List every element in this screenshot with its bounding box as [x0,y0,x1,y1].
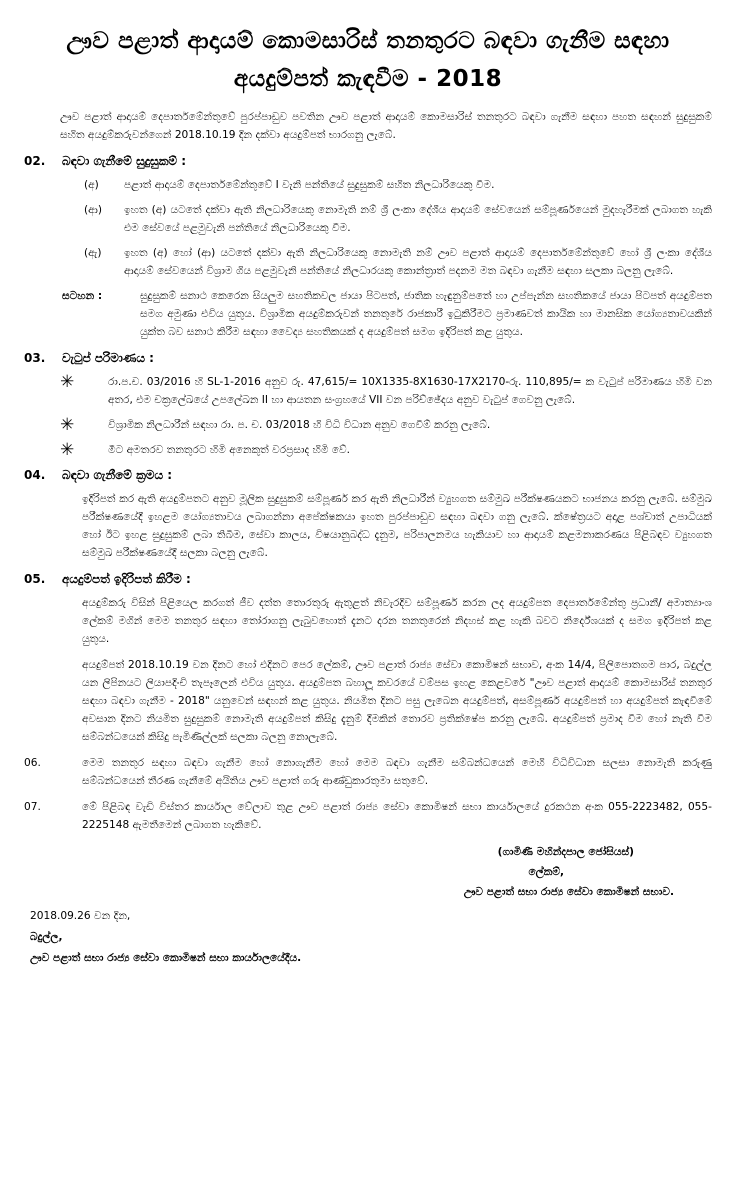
bullet-item [60,416,712,434]
list-item [84,176,712,194]
asterisk-icon: ✳ [60,372,75,392]
bullet-text: රා.ප.ච. 03/2016 හි SL-1-2016 අනුව රු. 47,615/= 10X1335-8X1630-17X2170-රු. 110,895/= ක වැටුප් පරිමාණය හිමි වන අතර, එම චක්‍රලේඛයේ උපලේඛන II හා ආයතන සංග්‍රහයේ VII වන පරිච්ඡේදය අනුව වැටුප් ගෙවනු ලැබේ. [108,376,712,406]
list-item [84,201,712,237]
list-marker: (අ) [84,179,99,191]
asterisk-icon: ✳ [60,415,75,435]
issue-office: ඌව පළාත් සභා රාජ්‍ය සේවා කොමිෂන් සභා කාර්යාලයේදීය. [30,952,302,964]
section-paragraph: මෙම තනතුර සඳහා බඳවා ගැනීම හෝ නොගැනීම හෝ මෙම බඳවා ගැනීම සම්බන්ධයෙන් මෙහි විධිවිධාන සලසා නොමැති කරුණු සම්බන්ධයෙන් තීරණ ගැනීමේ අයිතිය ඌව පළාත් ගරු ආණ්ඩුකාරතුමා සතුවේ. [82,757,712,787]
footer-block [30,906,712,969]
section-number: 06. [24,757,41,769]
list-item-text: ඉහත (අ) හෝ (ආ) යටතේ දක්වා ඇති නිලධාරියෙකු නොමැති නම් ඌව පළාත් ආදායම් දෙපාර්තමේන්තුවේ හෝ ශ්‍රී ලංකා දේශීය ආදායම් සේවයෙන් විශ්‍රාම ගිය පළමුවැනි පන්තියේ නිලධාරයකු කොන්ත්‍රාත් පදනම මත බඳවා ගැනීම සඳහා සලකා බලනු ලැබේ. [124,247,712,277]
signature-block [24,842,674,902]
numbered-paragraph [24,798,712,834]
asterisk-icon: ✳ [60,440,75,460]
section-number: 05. [24,572,46,586]
note-label: සටහන : [62,290,103,302]
section-number: 03. [24,351,46,365]
section-title: බඳවා ගැනීමේ ක්‍රමය : [62,468,173,482]
numbered-paragraph [24,754,712,790]
signatory-office: ඌව පළාත් සභා රාජ්‍ය සේවා කොමිෂන් සභාව. [463,886,674,898]
section-heading-qualifications [24,152,712,170]
section-paragraph: මේ පිළිබඳ වැඩි විස්තර කාර්යාල වේලාව තුළ ඌව පළාත් රාජ්‍ය සේවා කොමිෂන් සභා කාර්යාලයේ දුරකථන අංක 055-2223482, 055-2225148 ඇමතීමෙන් ලබාගත හැකිවේ. [82,801,712,831]
note-text: සුදුසුකම් සනාථ කෙරෙන සියලුම සහතිකවල ජායා පිටපත්, ජාතික හැඳුනුම්පතේ හා උප්පැන්න සහතිකයේ ජායා පිටපත් අයදුම්පත සමග අමුණා එවිය යුතුය. විශ්‍රාමික අයදුම්කරුවන් තනතුරේ රාජකාරී ඉටුකිරීමට ප්‍රමාණවත් කායික හා මානසික යෝග්‍යතාවයකින් යුක්ත බව සනාථ කිරීම සඳහා වෛද්‍ය සහතිකයක් ද අයදුම්පත් සමග ඉදිරිපත් කළ යුතුය. [140,290,712,338]
bullet-text: විශ්‍රාමික නිලධාරීන් සඳහා රා. ප. ච. 03/2018 හි විධි විධාන අනුව ගෙවීම් කරනු ලැබේ. [108,419,491,431]
list-item-text: ඉහත (අ) යටතේ දක්වා ඇති නිලධාරියෙකු නොමැති නම් ශ්‍රී ලංකා දේශීය ආදායම් සේවයෙන් සම්පූර්ණයෙන් මුදහැරීමක් ලබාගත හැකි එම සේවයේ පළමුවැනි පන්තියේ නිලධාරියෙකු වීම. [124,204,712,234]
section-paragraph: අයදුම්පත් 2018.10.19 වන දිනට හෝ එදිනට පෙර ලේකම්, ඌව පළාත් රාජ්‍ය සේවා කොමිෂන් සභාව, අංක 14/4, පිලිපොතගම පාර, බදුල්ල යන ලිපිනයට ලියාපදිංචි තැපෑලෙන් එවිය යුතුය. අයදුම්පත බහාලූ කවරයේ වම්පස ඉහළ කෙළවරේ "ඌව පළාත් ආදායම් කොමසාරිස් තනතුර සඳහා බඳවා ගැනීම - 2018" යනුවෙන් සඳහන් කළ යුතුය. නියමිත දිනට පසු ලැබෙන අයදුම්පත්, අසම්පූර්ණ අයදුම්පත් හා අයදුම්පත් කැඳවීමේ අවසාන දිනට නියමිත සුදුසුකම් නොමැති අයදුම්පත් කිසිදු දැනුම් දීමකින් තොරව ප්‍රතික්ෂේප කරනු ලැබේ. අයදුම්පත් ප්‍රමාද වීම හෝ නැති වීම සම්බන්ධයෙන් කිසිදු පැමිණිල්ලක් සලකා බලනු නොලැබේ. [82,659,712,743]
issue-date: 2018.09.26 වන දින, [30,910,131,922]
signatory-name: (ගාමිණී මහින්දපාල ජෝසියස්) [497,846,634,858]
section-number: 07. [24,801,41,813]
section-number: 04. [24,468,46,482]
list-marker: (ආ) [84,204,103,216]
section-paragraph: ඉදිරිපත් කර ඇති අයදුම්පතට අනුව මූලික සුදුසුකම් සම්පූර්ණ කර ඇති නිලධාරීන් ව්‍යුහගත සම්මුඛ පරීක්ෂණයකට භාජනය කරනු ලැබේ. සම්මුඛ පරීක්ෂණයේදී ඉහළම යෝග්‍යතාවය ලබාගන්නා අපේක්ෂකයා ඉහත පුරප්පාඩුව සඳහා බඳවා ගනු ලැබේ. ක්ෂේත්‍රයට අදාළ පශ්චාත් උපාධියක් හෝ ඊට ඉහළ සුදුසුකම් ලබා තිබීම, සේවා කාලය, විෂයානුබද්ධ දැනුම, පරිපාලනමය හැකියාව හා ආදායම් කළමනාකරණය පිළිබඳව ව්‍යුහගත සම්මුඛ පරීක්ෂණයේදී සලකා බලනු ලැබේ. [82,493,712,559]
signatory-role: ලේකම්, [528,866,564,878]
issue-place: බදුල්ල, [30,931,63,943]
section-heading-recruitment-method [24,466,712,484]
section-title: බඳවා ගැනීමේ සුදුසුකම් : [62,154,187,168]
section-heading-submission [24,570,712,588]
list-item [84,244,712,280]
list-item-text: පළාත් ආදායම් දෙපාර්තමේන්තුවේ I වැනි පන්තියේ සුදුසුකම් සහිත නිලධාරියෙකු වීම. [124,179,495,191]
list-marker: (ඇ) [84,247,102,259]
section-title: අයදුම්පත් ඉදිරිපත් කිරීම : [62,572,191,586]
bullet-text: මීට අමතරව තනතුරට හිමි අනෙකුත් වරප්‍රසාද හිමි වේ. [108,444,351,456]
bullet-item [60,373,712,409]
section-title: වැටුප් පරිමාණය : [62,351,154,365]
section-paragraph: අයදුම්කරු විසින් පිළියෙල කරගත් ජීව දත්ත තොරතුරු ඇතුළත් නිවැරදිව සම්පූර්ණ කරන ලද අයදුම්පත දෙපාර්තමේන්තු ප්‍රධානී/ අමාත්‍යාංශ ලේකම් මගින් මෙම තනතුර සඳහා තෝරාගනු ලැබුවහොත් දැනට දරන තනතුරෙන් නිදහස් කළ හැකි බවට නිර්දේශයක් ද සමග ඉදිරිපත් කළ යුතුය. [82,597,712,645]
section-number: 02. [24,154,46,168]
note-block [62,287,712,341]
section-heading-salary [24,349,712,367]
bullet-item [60,441,712,459]
page-subtitle: අයදුම්පත් කැඳවීම - 2018 [233,66,503,92]
intro-paragraph: ඌව පළාත් ආදායම් දෙපාර්තමේන්තුවේ පුරප්පාඩුව පවතින ඌව පළාත් ආදායම් කොමසාරිස් තනතුරට බඳවා ගැනීම සඳහා පහත සඳහන් සුදුසුකම් සහිත අයදුම්කරුවන්ගෙන් 2018.10.19 දින දක්වා අයදුම්පත් භාරගනු ලැබේ. [60,111,712,141]
page-title: ඌව පළාත් ආදායම් කොමසාරිස් තනතුරට බඳවා ගැනීම සඳහා [66,28,670,54]
